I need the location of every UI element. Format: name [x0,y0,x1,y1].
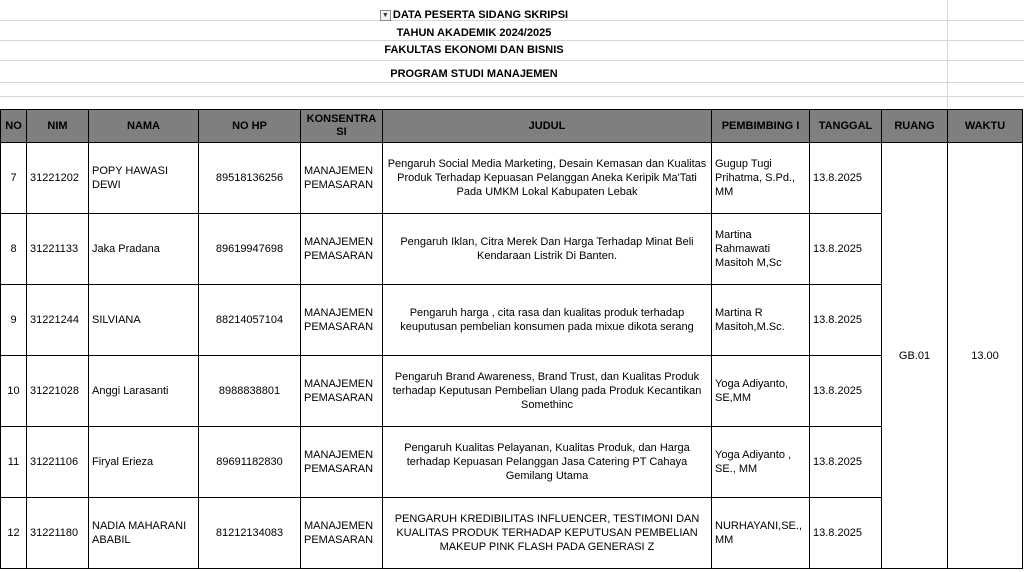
cell-hp[interactable]: 8988838801 [199,356,301,427]
cell-pembimbing[interactable]: Martina Rahmawati Masitoh M,Sc [712,214,810,285]
cell-hp[interactable]: 88214057104 [199,285,301,356]
participants-table [0,109,1023,569]
cell-nim[interactable]: 31221028 [27,356,89,427]
cell-judul[interactable]: Pengaruh Kualitas Pelayanan, Kualitas Produk, dan Harga terhadap Kepuasan Pelanggan Jasa Catering PT Cahaya Gemilang Utama [383,427,712,498]
col-header-nim[interactable]: NIM [27,110,89,143]
cell-nama[interactable]: Jaka Pradana [89,214,199,285]
cell-pembimbing[interactable]: Martina R Masitoh,M.Sc. [712,285,810,356]
title-line-4: PROGRAM STUDI MANAJEMEN [390,68,558,80]
table-row [1,214,1023,285]
cell-ruang[interactable]: GB.01 [882,143,948,569]
cell-konsentrasi[interactable]: MANAJEMEN PEMASARAN [301,498,383,569]
cell-pembimbing[interactable]: NURHAYANI,SE., MM [712,498,810,569]
col-header-konsentrasi[interactable] [301,110,383,143]
cell-konsentrasi[interactable]: MANAJEMEN PEMASARAN [301,356,383,427]
cell-konsentrasi[interactable]: MANAJEMEN PEMASARAN [301,285,383,356]
col-header-pembimbing[interactable]: PEMBIMBING I [712,110,810,143]
cell-konsentrasi[interactable]: MANAJEMEN PEMASARAN [301,427,383,498]
title-line-3: FAKULTAS EKONOMI DAN BISNIS [384,44,564,56]
title-line-1 [0,6,948,24]
cell-no[interactable]: 8 [1,214,27,285]
cell-no[interactable]: 12 [1,498,27,569]
cell-nama[interactable]: Anggi Larasanti [89,356,199,427]
gridline [0,96,1024,97]
cell-nama[interactable]: POPY HAWASI DEWI [89,143,199,214]
cell-konsentrasi[interactable]: MANAJEMEN PEMASARAN [301,143,383,214]
cell-tanggal[interactable]: 13.8.2025 [810,285,882,356]
filter-dropdown-icon[interactable]: ▼ [380,10,391,21]
col-header-judul[interactable]: JUDUL [383,110,712,143]
col-header-ruang[interactable]: RUANG [882,110,948,143]
cell-tanggal[interactable]: 13.8.2025 [810,427,882,498]
cell-tanggal[interactable]: 13.8.2025 [810,143,882,214]
cell-no[interactable]: 11 [1,427,27,498]
konsentrasi-header-part2: SI [336,126,347,138]
cell-waktu[interactable]: 13.00 [948,143,1023,569]
cell-no[interactable]: 7 [1,143,27,214]
cell-konsentrasi[interactable]: MANAJEMEN PEMASARAN [301,214,383,285]
gridline [0,60,1024,61]
cell-judul[interactable]: PENGARUH KREDIBILITAS INFLUENCER, TESTIMONI DAN KUALITAS PRODUK TERHADAP KEPUTUSAN PEMBELIAN MAKEUP PINK FLASH PADA GENERASI Z [383,498,712,569]
cell-nim[interactable]: 31221106 [27,427,89,498]
cell-tanggal[interactable]: 13.8.2025 [810,214,882,285]
table-row [1,427,1023,498]
cell-nim[interactable]: 31221133 [27,214,89,285]
table-row [1,356,1023,427]
konsentrasi-header-part1: KONSENTRA [306,113,377,125]
cell-no[interactable]: 10 [1,356,27,427]
cell-nama[interactable]: NADIA MAHARANI ABABIL [89,498,199,569]
cell-pembimbing[interactable]: Yoga Adiyanto , SE., MM [712,427,810,498]
col-header-tanggal[interactable]: TANGGAL [810,110,882,143]
cell-judul[interactable]: Pengaruh Brand Awareness, Brand Trust, dan Kualitas Produk terhadap Keputusan Pembelian Ulang pada Produk Kecantikan Somethinc [383,356,712,427]
cell-nama[interactable]: SILVIANA [89,285,199,356]
cell-tanggal[interactable]: 13.8.2025 [810,498,882,569]
cell-no[interactable]: 9 [1,285,27,356]
table-header-row [1,110,1023,143]
table-row [1,498,1023,569]
cell-hp[interactable]: 81212134083 [199,498,301,569]
title-line-2: TAHUN AKADEMIK 2024/2025 [396,27,552,39]
cell-judul[interactable]: Pengaruh harga , cita rasa dan kualitas produk terhadap keuputusan pembelian konsumen pada mixue dikota serang [383,285,712,356]
cell-nim[interactable]: 31221180 [27,498,89,569]
cell-nama[interactable]: Firyal Erieza [89,427,199,498]
cell-hp[interactable]: 89518136256 [199,143,301,214]
cell-pembimbing[interactable]: Gugup Tugi Prihatma, S.Pd., MM [712,143,810,214]
col-header-hp[interactable]: NO HP [199,110,301,143]
cell-judul[interactable]: Pengaruh Social Media Marketing, Desain Kemasan dan Kualitas Produk Terhadap Kepuasan Pelanggan Aneka Keripik Ma'Tati Pada UMKM Lokal Kabupaten Lebak [383,143,712,214]
cell-hp[interactable]: 89619947698 [199,214,301,285]
table-row [1,143,1023,214]
cell-hp[interactable]: 89691182830 [199,427,301,498]
col-header-no[interactable]: NO [1,110,27,143]
col-header-waktu[interactable]: WAKTU [948,110,1023,143]
title-main: DATA PESERTA SIDANG SKRIPSI [392,9,569,21]
cell-tanggal[interactable]: 13.8.2025 [810,356,882,427]
cell-judul[interactable]: Pengaruh Iklan, Citra Merek Dan Harga Terhadap Minat Beli Kendaraan Listrik Di Banten. [383,214,712,285]
cell-nim[interactable]: 31221202 [27,143,89,214]
table-row [1,285,1023,356]
cell-nim[interactable]: 31221244 [27,285,89,356]
cell-pembimbing[interactable]: Yoga Adiyanto, SE,MM [712,356,810,427]
col-header-nama[interactable]: NAMA [89,110,199,143]
